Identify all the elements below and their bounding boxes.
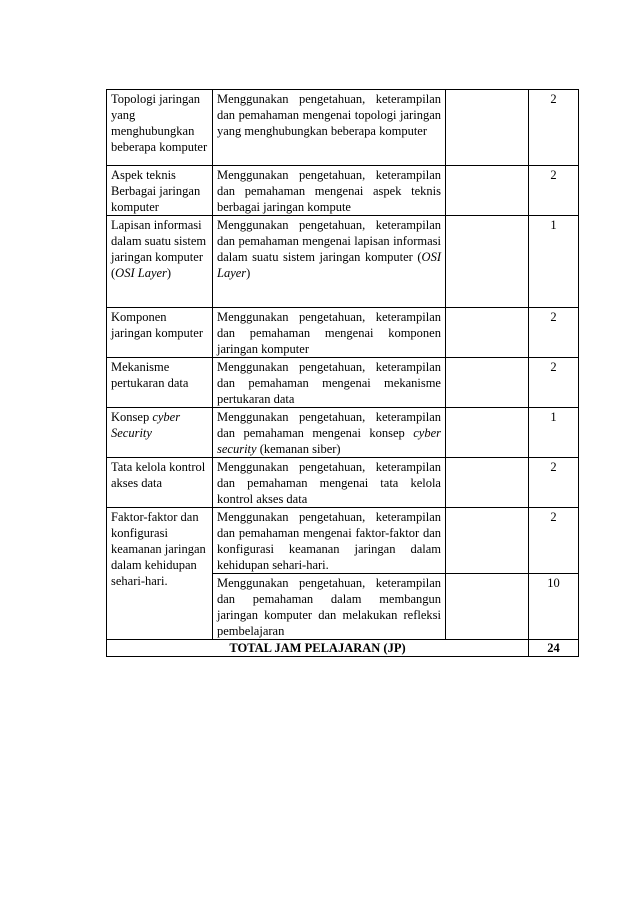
description-cell: Menggunakan pengetahuan, keterampilan dan pemahaman mengenai topologi jaringan yang menghubungkan beberapa komputer: [213, 90, 446, 166]
table-row: [107, 216, 579, 308]
jp-cell: 2: [529, 358, 579, 408]
jp-cell: 10: [529, 574, 579, 640]
curriculum-table: [106, 89, 579, 657]
description-text: Menggunakan pengetahuan, keterampilan dan pemahaman mengenai konsep: [217, 410, 441, 440]
empty-cell: [446, 408, 529, 458]
description-cell: Menggunakan pengetahuan, keterampilan dan pemahaman mengenai aspek teknis berbagai jaringan kompute: [213, 166, 446, 216]
topic-cell: Aspek teknis Berbagai jaringan komputer: [107, 166, 213, 216]
jp-cell: 2: [529, 308, 579, 358]
topic-text: Lapisan informasi dalam suatu sistem jaringan komputer (: [111, 218, 207, 280]
topic-cell: Tata kelola kontrol akses data: [107, 458, 213, 508]
jp-cell: 1: [529, 216, 579, 308]
description-text-end: (kemanan siber): [256, 442, 341, 456]
table-row: [107, 408, 579, 458]
description-cell: Menggunakan pengetahuan, keterampilan dan pemahaman dalam membangun jaringan komputer dan melakukan refleksi pembelajaran: [213, 574, 446, 640]
empty-cell: [446, 574, 529, 640]
topic-cell: Komponen jaringan komputer: [107, 308, 213, 358]
empty-cell: [446, 358, 529, 408]
jp-cell: 2: [529, 166, 579, 216]
empty-cell: [446, 308, 529, 358]
jp-cell: 1: [529, 408, 579, 458]
table-row: [107, 90, 579, 166]
description-italic-text: OSI Layer: [217, 250, 441, 280]
description-cell: [213, 408, 446, 458]
topic-italic-text: OSI Layer: [115, 266, 167, 280]
table-row: [107, 308, 579, 358]
table-row: [107, 508, 579, 574]
topic-text-end: ): [166, 266, 172, 280]
jp-cell: 2: [529, 458, 579, 508]
total-value: 24: [529, 640, 579, 657]
table-row: [107, 358, 579, 408]
topic-cell: Faktor-faktor dan konfigurasi keamanan jaringan dalam kehidupan sehari-hari.: [107, 508, 213, 640]
description-text: Menggunakan pengetahuan, keterampilan dan pemahaman mengenai lapisan informasi dalam suatu sistem jaringan komputer (: [217, 218, 441, 264]
description-cell: Menggunakan pengetahuan, keterampilan dan pemahaman mengenai komponen jaringan komputer: [213, 308, 446, 358]
table-row: [107, 458, 579, 508]
topic-cell: Topologi jaringan yang menghubungkan beberapa komputer: [107, 90, 213, 166]
topic-text: Konsep: [111, 410, 153, 424]
table-row: [107, 166, 579, 216]
description-cell: Menggunakan pengetahuan, keterampilan dan pemahaman mengenai faktor-faktor dan konfigurasi keamanan jaringan dalam kehidupan sehari-hari.: [213, 508, 446, 574]
description-cell: [213, 216, 446, 308]
topic-cell: [107, 216, 213, 308]
empty-cell: [446, 216, 529, 308]
total-row: [107, 640, 579, 657]
description-cell: Menggunakan pengetahuan, keterampilan dan pemahaman mengenai mekanisme pertukaran data: [213, 358, 446, 408]
description-italic-text: cyber security: [217, 426, 441, 456]
jp-cell: 2: [529, 90, 579, 166]
empty-cell: [446, 508, 529, 574]
description-cell: Menggunakan pengetahuan, keterampilan dan pemahaman mengenai tata kelola kontrol akses data: [213, 458, 446, 508]
empty-cell: [446, 458, 529, 508]
topic-cell: [107, 408, 213, 458]
description-text-end: ): [246, 266, 251, 280]
empty-cell: [446, 90, 529, 166]
empty-cell: [446, 166, 529, 216]
total-label: TOTAL JAM PELAJARAN (JP): [107, 640, 529, 657]
topic-cell: Mekanisme pertukaran data: [107, 358, 213, 408]
topic-italic-text: cyber Security: [111, 410, 181, 440]
jp-cell: 2: [529, 508, 579, 574]
